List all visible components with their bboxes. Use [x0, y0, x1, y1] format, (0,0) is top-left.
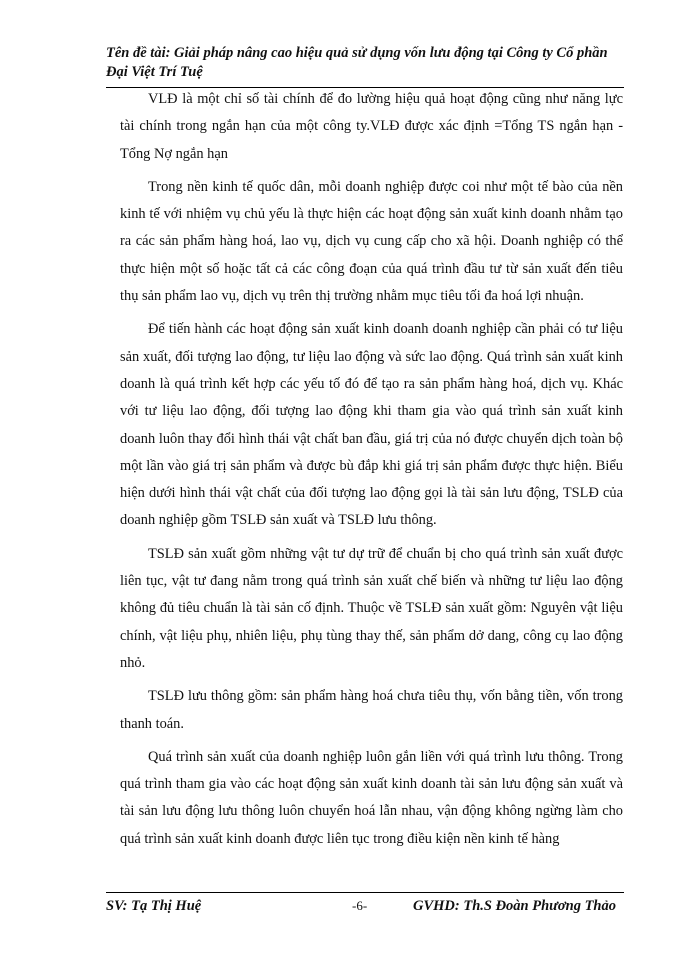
page-header-title: Tên đề tài: Giải pháp nâng cao hiệu quả sử dụng vốn lưu động tại Công ty Cổ phần Đại Việt Trí Tuệ	[106, 45, 608, 80]
paragraph: Quá trình sản xuất của doanh nghiệp luôn gắn liền với quá trình lưu thông. Trong quá trình tham gia vào các hoạt động sản xuất kinh doanh tài sản lưu động sản xuất và tài sản lưu động lưu thông luôn chuyển hoá lẫn nhau, vận động không ngừng làm cho quá trình sản xuất kinh doanh được liên tục trong điều kiện nền kinh tế hàng	[120, 748, 623, 847]
paragraph: Để tiến hành các hoạt động sản xuất kinh doanh doanh nghiệp cần phải có tư liệu sản xuất, đối tượng lao động, tư liệu lao động và sức lao động. Quá trình sản xuất kinh doanh là quá trình kết hợp các yếu tố đó để tạo ra sản phẩm hàng hoá, dịch vụ. Khác với tư liệu lao động, đối tượng lao động khi tham gia vào quá trình sản xuất kinh doanh luôn thay đổi hình thái vật chất ban đầu, giá trị của nó được chuyển dịch toàn bộ một lần vào giá trị sản phẩm và được bù đắp khi giá trị sản phẩm được thực hiện. Biểu hiện dưới hình thái vật chất của đối tượng lao động gọi là tài sản lưu động, TSLĐ của doanh nghiệp gồm TSLĐ sản xuất và TSLĐ lưu thông.	[120, 321, 623, 529]
student-name: SV: Tạ Thị Huệ	[106, 898, 202, 914]
paragraph: TSLĐ sản xuất gồm những vật tư dự trữ để chuẩn bị cho quá trình sản xuất được liên tục, vật tư đang nằm trong quá trình sản xuất chế biến và những tư liệu lao động không đủ tiêu chuẩn là tài sản cố định. Thuộc về TSLĐ sản xuất gồm: Nguyên vật liệu chính, vật liệu phụ, nhiên liệu, phụ tùng thay thế, sản phẩm dở dang, công cụ lao động nhỏ.	[120, 545, 623, 671]
page-footer	[106, 898, 624, 918]
paragraph: VLĐ là một chỉ số tài chính để đo lường hiệu quả hoạt động cũng như năng lực tài chính trong ngắn hạn của một công ty.VLĐ được xác định =Tổng TS ngắn hạn -Tổng Nợ ngắn hạn	[120, 91, 623, 162]
paragraph: TSLĐ lưu thông gồm: sản phẩm hàng hoá chưa tiêu thụ, vốn bằng tiền, vốn trong thanh toán.	[120, 688, 623, 732]
document-body	[120, 86, 623, 853]
page-number: -6-	[352, 898, 368, 913]
footer-divider	[106, 892, 624, 893]
supervisor-name: GVHD: Th.S Đoàn Phương Thảo	[413, 898, 616, 914]
paragraph: Trong nền kinh tế quốc dân, mỗi doanh nghiệp được coi như một tế bào của nền kinh tế với nhiệm vụ chủ yếu là thực hiện các hoạt động sản xuất kinh doanh nhằm tạo ra các sản phẩm hàng hoá, lao vụ, dịch vụ cung cấp cho xã hội. Doanh nghiệp có thể thực hiện một số hoặc tất cả các công đoạn của quá trình đầu tư từ sản xuất đến tiêu thụ sản phẩm lao vụ, dịch vụ trên thị trường nhằm mục tiêu tối đa hoá lợi nhuận.	[120, 178, 623, 305]
